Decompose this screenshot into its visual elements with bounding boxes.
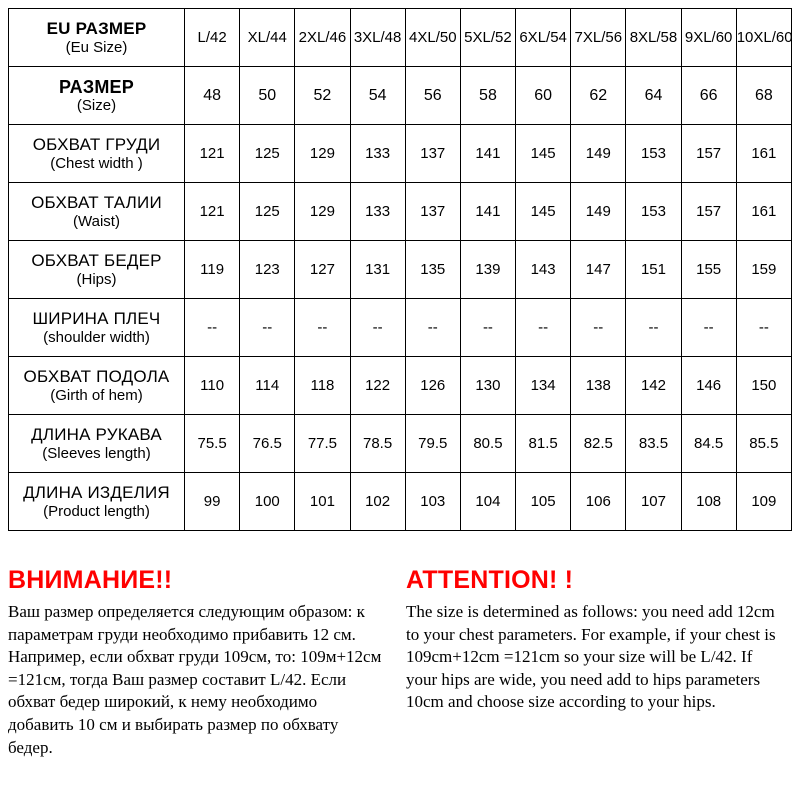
row-label-ru: ОБХВАТ ГРУДИ bbox=[32, 135, 161, 155]
table-cell: 123 bbox=[240, 241, 295, 299]
table-cell: 127 bbox=[295, 241, 350, 299]
table-cell: -- bbox=[405, 299, 460, 357]
note-body-english: The size is determined as follows: you need add 12cm to your chest parameters. For example, if your chest is 109cm+12cm =121cm so your size will be L/42. If your hips are wide, you need add to hips parameters 10cm and choose size according to your hips. bbox=[406, 602, 776, 712]
table-cell: 85.5 bbox=[736, 415, 791, 473]
table-cell: 119 bbox=[185, 241, 240, 299]
table-cell: 137 bbox=[405, 125, 460, 183]
table-cell: -- bbox=[571, 299, 626, 357]
note-english bbox=[406, 566, 782, 759]
table-cell: 62 bbox=[571, 67, 626, 125]
table-cell: 105 bbox=[516, 473, 571, 531]
table-cell: 145 bbox=[516, 125, 571, 183]
table-cell: 129 bbox=[295, 183, 350, 241]
row-label-en: (Size) bbox=[76, 97, 117, 115]
row-label-ru: ШИРИНА ПЛЕЧ bbox=[32, 309, 161, 329]
table-cell: -- bbox=[350, 299, 405, 357]
table-cell: 133 bbox=[350, 183, 405, 241]
table-cell: 141 bbox=[460, 125, 515, 183]
size-table-body bbox=[9, 9, 792, 531]
table-cell: 137 bbox=[405, 183, 460, 241]
table-cell: 54 bbox=[350, 67, 405, 125]
note-title-russian: ВНИМАНИЕ!! bbox=[8, 566, 173, 594]
table-cell: 121 bbox=[185, 125, 240, 183]
table-cell: 147 bbox=[571, 241, 626, 299]
table-cell: 155 bbox=[681, 241, 736, 299]
table-cell: -- bbox=[736, 299, 791, 357]
table-cell: 76.5 bbox=[240, 415, 295, 473]
table-cell: 129 bbox=[295, 125, 350, 183]
table-cell: 10XL/60 bbox=[736, 9, 791, 67]
table-cell: 68 bbox=[736, 67, 791, 125]
table-cell: 159 bbox=[736, 241, 791, 299]
row-label-ru: ОБХВАТ ТАЛИИ bbox=[31, 193, 162, 213]
table-cell: 153 bbox=[626, 125, 681, 183]
table-cell: -- bbox=[460, 299, 515, 357]
table-cell: 143 bbox=[516, 241, 571, 299]
row-label-en: (Hips) bbox=[76, 270, 117, 288]
row-label-en: (Girth of hem) bbox=[50, 386, 143, 404]
table-cell: 131 bbox=[350, 241, 405, 299]
table-cell: 5XL/52 bbox=[460, 9, 515, 67]
table-cell: 151 bbox=[626, 241, 681, 299]
table-row bbox=[9, 9, 792, 67]
table-cell: 2XL/46 bbox=[295, 9, 350, 67]
row-label-en: (Waist) bbox=[73, 212, 120, 230]
row-header-chest-width bbox=[9, 125, 185, 183]
table-cell: 149 bbox=[571, 183, 626, 241]
table-cell: 106 bbox=[571, 473, 626, 531]
table-cell: 66 bbox=[681, 67, 736, 125]
table-cell: 103 bbox=[405, 473, 460, 531]
table-cell: 125 bbox=[240, 183, 295, 241]
note-russian bbox=[8, 566, 384, 759]
size-table-container bbox=[8, 8, 792, 531]
table-cell: 82.5 bbox=[571, 415, 626, 473]
table-cell: 108 bbox=[681, 473, 736, 531]
table-row bbox=[9, 183, 792, 241]
table-cell: 149 bbox=[571, 125, 626, 183]
table-cell: 79.5 bbox=[405, 415, 460, 473]
table-row bbox=[9, 357, 792, 415]
row-label-ru: РАЗМЕР bbox=[59, 76, 134, 97]
table-cell: 161 bbox=[736, 183, 791, 241]
table-row bbox=[9, 125, 792, 183]
table-cell: 75.5 bbox=[185, 415, 240, 473]
table-row bbox=[9, 241, 792, 299]
table-cell: 121 bbox=[185, 183, 240, 241]
table-cell: 80.5 bbox=[460, 415, 515, 473]
table-cell: 81.5 bbox=[516, 415, 571, 473]
row-label-en: (Chest width ) bbox=[50, 154, 143, 172]
table-cell: 138 bbox=[571, 357, 626, 415]
table-cell: 114 bbox=[240, 357, 295, 415]
table-row bbox=[9, 415, 792, 473]
size-table bbox=[8, 8, 792, 531]
row-label-en: (Eu Size) bbox=[65, 38, 128, 56]
table-cell: 84.5 bbox=[681, 415, 736, 473]
table-cell: 145 bbox=[516, 183, 571, 241]
table-cell: 58 bbox=[460, 67, 515, 125]
table-cell: 161 bbox=[736, 125, 791, 183]
table-cell: 7XL/56 bbox=[571, 9, 626, 67]
table-cell: 8XL/58 bbox=[626, 9, 681, 67]
table-cell: 102 bbox=[350, 473, 405, 531]
table-cell: 122 bbox=[350, 357, 405, 415]
table-cell: 104 bbox=[460, 473, 515, 531]
row-header-product-length bbox=[9, 473, 185, 531]
table-cell: 101 bbox=[295, 473, 350, 531]
table-cell: 64 bbox=[626, 67, 681, 125]
table-cell: 9XL/60 bbox=[681, 9, 736, 67]
row-header-hips bbox=[9, 241, 185, 299]
table-cell: -- bbox=[185, 299, 240, 357]
row-header-size bbox=[9, 67, 185, 125]
table-row bbox=[9, 299, 792, 357]
row-header-waist bbox=[9, 183, 185, 241]
table-cell: 109 bbox=[736, 473, 791, 531]
row-label-en: (Product length) bbox=[43, 502, 150, 520]
table-cell: 146 bbox=[681, 357, 736, 415]
row-header-shoulder-width bbox=[9, 299, 185, 357]
row-header-sleeves-length bbox=[9, 415, 185, 473]
table-cell: 134 bbox=[516, 357, 571, 415]
table-cell: 153 bbox=[626, 183, 681, 241]
table-cell: 118 bbox=[295, 357, 350, 415]
note-body-russian: Ваш размер определяется следующим образом: к параметрам груди необходимо прибавить 12 см. Например, если обхват груди 109см, то: 109м+12см =121см, тогда Ваш размер составит L/42. Если обхват бедер широкий, к нему необходимо добавить 10 см и выбирать размер по обхвату бедер. bbox=[8, 602, 382, 757]
table-cell: 135 bbox=[405, 241, 460, 299]
table-cell: 107 bbox=[626, 473, 681, 531]
row-header-girth-of-hem bbox=[9, 357, 185, 415]
table-cell: 157 bbox=[681, 183, 736, 241]
row-label-ru: ОБХВАТ ПОДОЛА bbox=[23, 367, 170, 387]
table-cell: 77.5 bbox=[295, 415, 350, 473]
table-cell: 99 bbox=[185, 473, 240, 531]
row-label-ru: ОБХВАТ БЕДЕР bbox=[31, 251, 162, 271]
table-row bbox=[9, 67, 792, 125]
table-cell: 3XL/48 bbox=[350, 9, 405, 67]
table-cell: -- bbox=[626, 299, 681, 357]
table-cell: 110 bbox=[185, 357, 240, 415]
table-cell: -- bbox=[295, 299, 350, 357]
row-header-eu-size bbox=[9, 9, 185, 67]
table-cell: 78.5 bbox=[350, 415, 405, 473]
row-label-en: (Sleeves length) bbox=[42, 444, 151, 462]
row-label-ru: ДЛИНА РУКАВА bbox=[31, 425, 162, 445]
table-cell: -- bbox=[516, 299, 571, 357]
table-cell: 126 bbox=[405, 357, 460, 415]
table-cell: 50 bbox=[240, 67, 295, 125]
table-cell: 100 bbox=[240, 473, 295, 531]
table-cell: L/42 bbox=[185, 9, 240, 67]
table-cell: 48 bbox=[185, 67, 240, 125]
table-cell: 125 bbox=[240, 125, 295, 183]
table-cell: XL/44 bbox=[240, 9, 295, 67]
table-cell: -- bbox=[681, 299, 736, 357]
table-cell: 52 bbox=[295, 67, 350, 125]
table-cell: 130 bbox=[460, 357, 515, 415]
table-cell: 141 bbox=[460, 183, 515, 241]
row-label-ru: ДЛИНА ИЗДЕЛИЯ bbox=[23, 483, 170, 503]
table-cell: 4XL/50 bbox=[405, 9, 460, 67]
table-cell: 139 bbox=[460, 241, 515, 299]
table-cell: 157 bbox=[681, 125, 736, 183]
table-cell: 133 bbox=[350, 125, 405, 183]
table-cell: 60 bbox=[516, 67, 571, 125]
table-cell: 142 bbox=[626, 357, 681, 415]
table-cell: 83.5 bbox=[626, 415, 681, 473]
table-cell: 150 bbox=[736, 357, 791, 415]
note-title-english: ATTENTION! ! bbox=[406, 566, 574, 594]
table-cell: 56 bbox=[405, 67, 460, 125]
row-label-ru: EU РАЗМЕР bbox=[46, 19, 147, 39]
attention-notes bbox=[8, 566, 792, 759]
table-row bbox=[9, 473, 792, 531]
table-cell: -- bbox=[240, 299, 295, 357]
row-label-en: (shoulder width) bbox=[43, 328, 150, 346]
table-cell: 6XL/54 bbox=[516, 9, 571, 67]
